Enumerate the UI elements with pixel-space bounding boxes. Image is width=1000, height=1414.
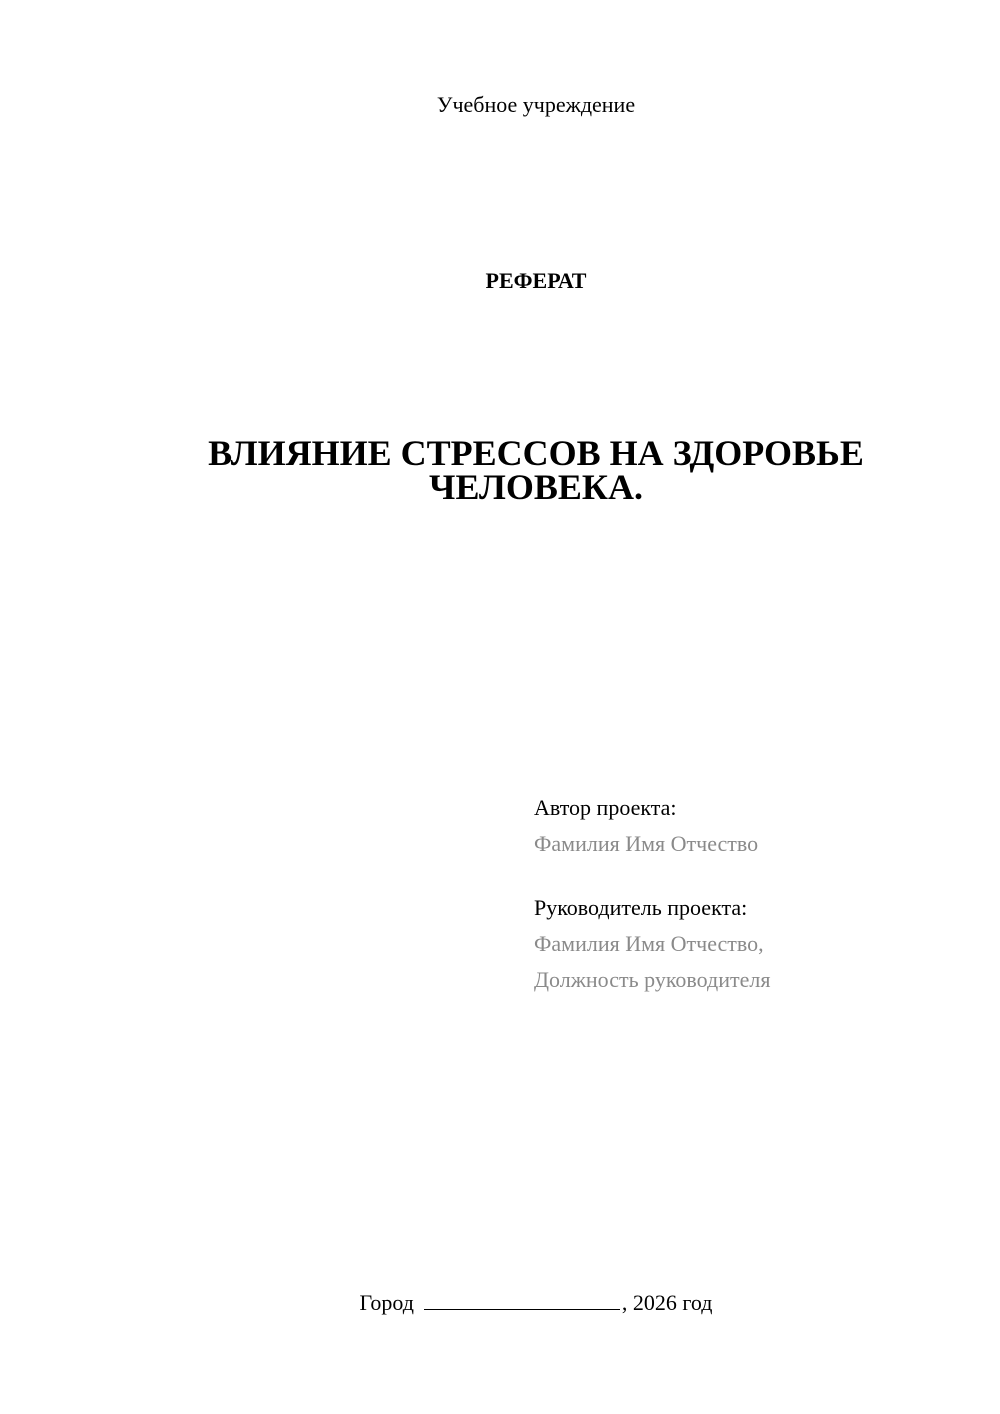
institution-name: Учебное учреждение <box>436 92 636 117</box>
project-people-block <box>534 790 974 998</box>
city-label: Город <box>359 1290 414 1315</box>
document-title-line-1: ВЛИЯНИЕ СТРЕССОВ НА ЗДОРОВЬЕ <box>208 433 864 473</box>
supervisor-position: Должность руководителя <box>534 967 771 992</box>
document-type: РЕФЕРАТ <box>485 268 587 293</box>
document-title-line-2: ЧЕЛОВЕКА. <box>429 467 643 507</box>
author-name: Фамилия Имя Отчество <box>534 831 759 856</box>
document-title <box>100 433 972 507</box>
city-blank-line <box>424 1291 620 1310</box>
supervisor-label: Руководитель проекта: <box>534 895 748 920</box>
supervisor-name: Фамилия Имя Отчество, <box>534 931 764 956</box>
author-label: Автор проекта: <box>534 795 677 820</box>
spacer <box>534 862 974 890</box>
city-year-footer <box>0 1290 1000 1316</box>
year-text: , 2026 год <box>621 1290 713 1315</box>
